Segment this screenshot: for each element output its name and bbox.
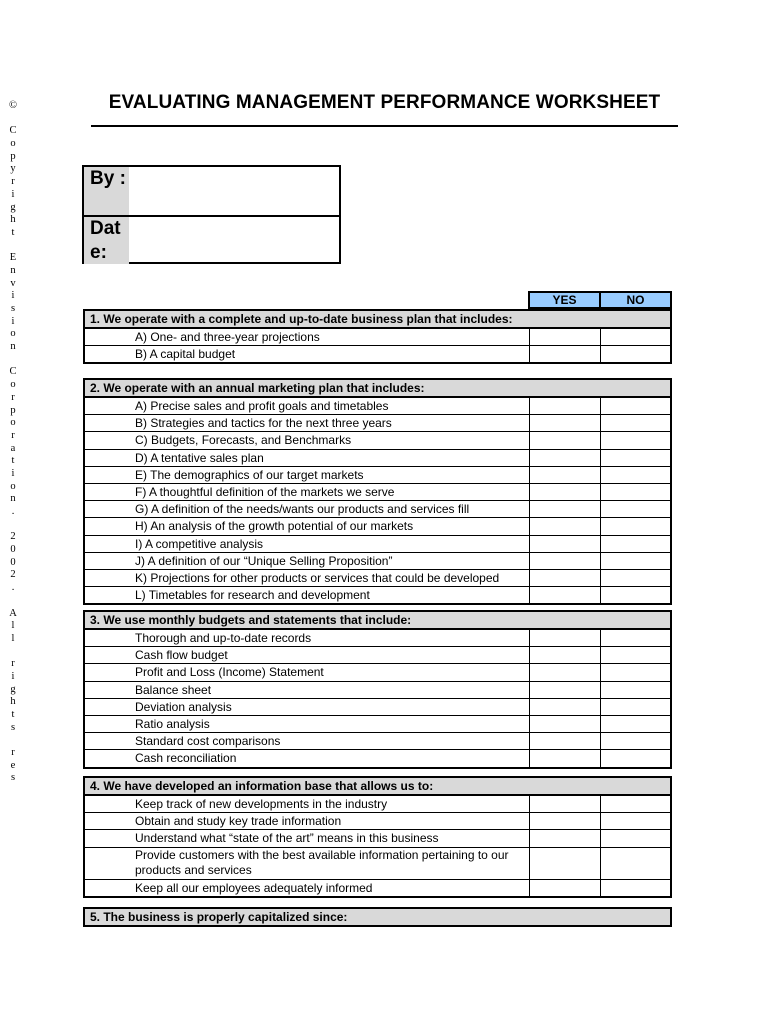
date-field[interactable] — [129, 217, 339, 264]
no-checkbox-cell[interactable] — [600, 812, 670, 829]
yes-checkbox-cell[interactable] — [529, 414, 601, 431]
checklist-item — [85, 535, 670, 552]
item-text: D) A tentative sales plan — [135, 450, 264, 465]
yes-checkbox-cell[interactable] — [529, 449, 601, 466]
section-heading: 2. We operate with an annual marketing plan that includes: — [85, 380, 670, 398]
item-text: Profit and Loss (Income) Statement — [135, 665, 324, 680]
yes-checkbox-cell[interactable] — [529, 483, 601, 500]
item-text: Standard cost comparisons — [135, 734, 281, 749]
no-column-header: NO — [599, 291, 672, 309]
no-checkbox-cell[interactable] — [600, 345, 670, 362]
yes-checkbox-cell[interactable] — [529, 586, 601, 603]
yes-checkbox-cell[interactable] — [529, 500, 601, 517]
checklist-item — [85, 879, 670, 896]
checklist-item — [85, 483, 670, 500]
yes-checkbox-cell[interactable] — [529, 431, 601, 448]
no-checkbox-cell[interactable] — [600, 796, 670, 812]
no-checkbox-cell[interactable] — [600, 663, 670, 680]
item-text: B) Strategies and tactics for the next three years — [135, 416, 392, 431]
no-checkbox-cell[interactable] — [600, 715, 670, 732]
item-text: I) A competitive analysis — [135, 536, 264, 551]
item-text: Balance sheet — [135, 682, 212, 697]
checklist-item — [85, 681, 670, 698]
checklist-item — [85, 732, 670, 749]
no-checkbox-cell[interactable] — [600, 749, 670, 766]
item-text: Cash reconciliation — [135, 751, 237, 766]
yes-checkbox-cell[interactable] — [529, 517, 601, 534]
no-checkbox-cell[interactable] — [600, 398, 670, 414]
checklist-item — [85, 569, 670, 586]
yes-checkbox-cell[interactable] — [529, 630, 601, 646]
section-heading: 4. We have developed an information base that allows us to: — [85, 778, 670, 796]
no-checkbox-cell[interactable] — [600, 879, 670, 896]
checklist-item — [85, 517, 670, 534]
section-heading: 1. We operate with a complete and up-to-date business plan that includes: — [85, 311, 670, 329]
item-text: K) Projections for other products or services that could be developed — [135, 570, 500, 585]
section-1 — [83, 309, 672, 364]
yes-checkbox-cell[interactable] — [529, 329, 601, 345]
by-label: By : — [84, 167, 129, 215]
yes-checkbox-cell[interactable] — [529, 698, 601, 715]
item-text: H) An analysis of the growth potential of our markets — [135, 519, 414, 534]
checklist-item — [85, 329, 670, 345]
no-checkbox-cell[interactable] — [600, 329, 670, 345]
item-text: Ratio analysis — [135, 716, 210, 731]
no-checkbox-cell[interactable] — [600, 466, 670, 483]
yes-checkbox-cell[interactable] — [529, 715, 601, 732]
no-checkbox-cell[interactable] — [600, 414, 670, 431]
no-checkbox-cell[interactable] — [600, 517, 670, 534]
no-checkbox-cell[interactable] — [600, 681, 670, 698]
info-box — [82, 165, 341, 264]
no-checkbox-cell[interactable] — [600, 569, 670, 586]
section-heading: 3. We use monthly budgets and statements that include: — [85, 612, 670, 630]
checklist-item — [85, 829, 670, 846]
by-row — [84, 167, 339, 217]
checklist-item — [85, 630, 670, 646]
by-field[interactable] — [129, 167, 339, 215]
item-text: Thorough and up-to-date records — [135, 631, 312, 645]
yes-checkbox-cell[interactable] — [529, 847, 601, 879]
yes-checkbox-cell[interactable] — [529, 681, 601, 698]
checklist-item — [85, 414, 670, 431]
item-text: Keep all our employees adequately informed — [135, 880, 373, 895]
page-title: EVALUATING MANAGEMENT PERFORMANCE WORKSHEET — [108, 92, 661, 113]
item-text: A) Precise sales and profit goals and timetables — [135, 399, 389, 413]
checklist-item — [85, 646, 670, 663]
section-heading: 5. The business is properly capitalized since: — [85, 909, 670, 925]
checklist-item — [85, 586, 670, 603]
yes-checkbox-cell[interactable] — [529, 663, 601, 680]
item-text: C) Budgets, Forecasts, and Benchmarks — [135, 433, 352, 448]
section-3 — [83, 610, 672, 769]
checklist-item — [85, 345, 670, 362]
item-text: Obtain and study key trade information — [135, 814, 342, 829]
checklist-item — [85, 749, 670, 766]
item-text: E) The demographics of our target markets — [135, 467, 364, 482]
no-checkbox-cell[interactable] — [600, 698, 670, 715]
checklist-item — [85, 847, 670, 879]
title-underline — [91, 125, 678, 127]
yes-checkbox-cell[interactable] — [529, 569, 601, 586]
item-text: A) One- and three-year projections — [135, 330, 320, 344]
no-checkbox-cell[interactable] — [600, 500, 670, 517]
no-checkbox-cell[interactable] — [600, 586, 670, 603]
no-checkbox-cell[interactable] — [600, 535, 670, 552]
yes-checkbox-cell[interactable] — [529, 466, 601, 483]
checklist-item — [85, 698, 670, 715]
yes-checkbox-cell[interactable] — [529, 646, 601, 663]
item-text: J) A definition of our “Unique Selling Proposition” — [135, 553, 393, 568]
yes-checkbox-cell[interactable] — [529, 732, 601, 749]
no-checkbox-cell[interactable] — [600, 483, 670, 500]
yes-column-header: YES — [528, 291, 601, 309]
no-checkbox-cell[interactable] — [600, 829, 670, 846]
yes-checkbox-cell[interactable] — [529, 796, 601, 812]
checklist-item — [85, 715, 670, 732]
checklist-item — [85, 466, 670, 483]
checklist-item — [85, 500, 670, 517]
date-row — [84, 217, 339, 264]
yes-checkbox-cell[interactable] — [529, 398, 601, 414]
item-text: Cash flow budget — [135, 648, 228, 663]
checklist-item — [85, 398, 670, 414]
checklist-item — [85, 796, 670, 812]
section-2 — [83, 378, 672, 605]
item-text: L) Timetables for research and development — [135, 588, 370, 603]
item-text: Keep track of new developments in the industry — [135, 797, 388, 811]
item-text: F) A thoughtful definition of the markets we serve — [135, 484, 395, 499]
item-text: Deviation analysis — [135, 699, 232, 714]
checklist-item — [85, 449, 670, 466]
item-text: B) A capital budget — [135, 347, 236, 362]
item-text: Understand what “state of the art” means in this business — [135, 831, 439, 846]
yes-checkbox-cell[interactable] — [529, 345, 601, 362]
section-5 — [83, 907, 672, 927]
no-checkbox-cell[interactable] — [600, 449, 670, 466]
yes-checkbox-cell[interactable] — [529, 812, 601, 829]
checklist-item — [85, 663, 670, 680]
item-text: Provide customers with the best available information pertaining to our products and services — [135, 847, 509, 878]
no-checkbox-cell[interactable] — [600, 630, 670, 646]
yes-checkbox-cell[interactable] — [529, 749, 601, 766]
no-checkbox-cell[interactable] — [600, 431, 670, 448]
date-label: Date: — [84, 217, 129, 264]
no-checkbox-cell[interactable] — [600, 847, 670, 879]
item-text: G) A definition of the needs/wants our products and services fill — [135, 502, 470, 517]
no-checkbox-cell[interactable] — [600, 646, 670, 663]
yes-checkbox-cell[interactable] — [529, 535, 601, 552]
yes-checkbox-cell[interactable] — [529, 552, 601, 569]
copyright-vertical: © C o p y r i g h t E n v i s i o n C o r p o r a t i o n . 2 0 0 2 . A l l r i g h t s r e s — [9, 100, 17, 784]
yes-checkbox-cell[interactable] — [529, 879, 601, 896]
no-checkbox-cell[interactable] — [600, 552, 670, 569]
checklist-item — [85, 552, 670, 569]
checklist-item — [85, 431, 670, 448]
section-4 — [83, 776, 672, 898]
yes-checkbox-cell[interactable] — [529, 829, 601, 846]
no-checkbox-cell[interactable] — [600, 732, 670, 749]
checklist-item — [85, 812, 670, 829]
